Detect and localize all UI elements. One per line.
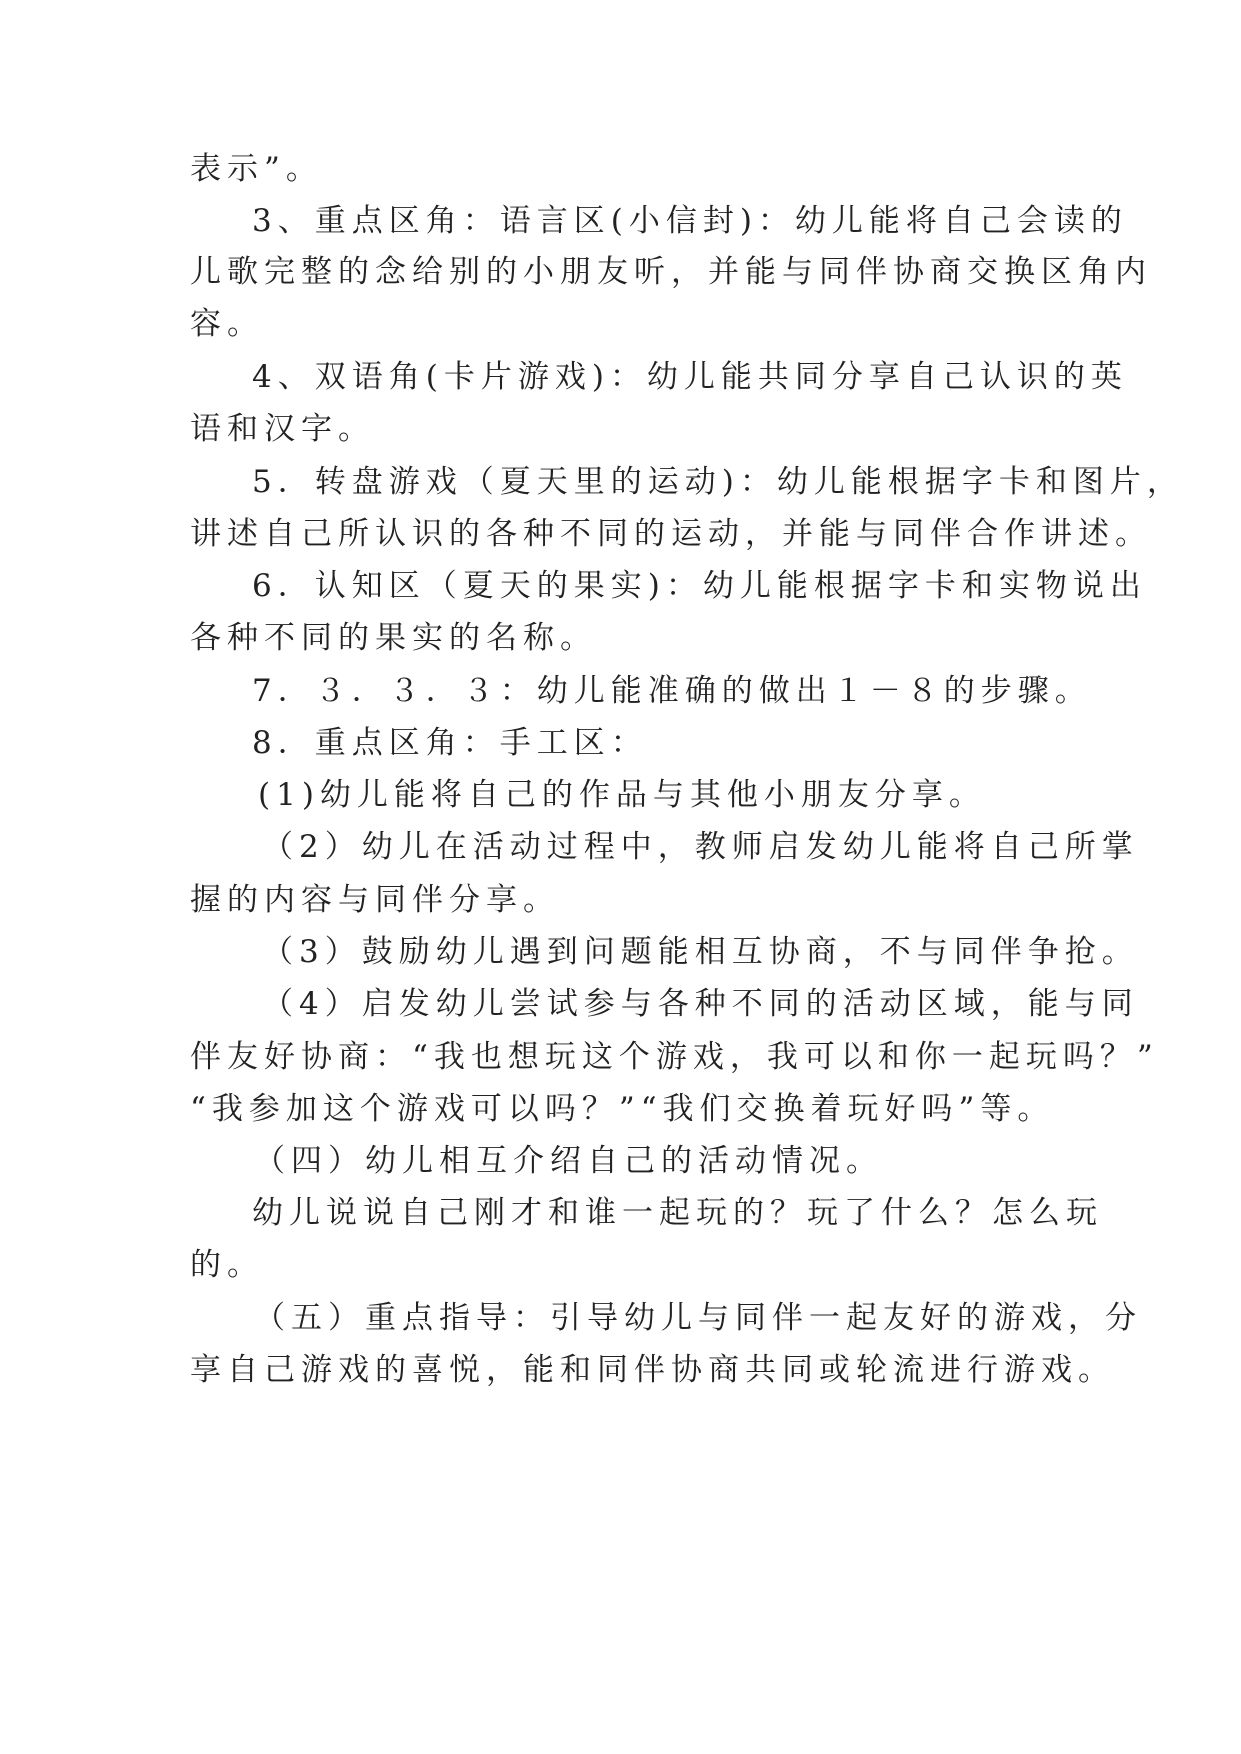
- text-line-3: 儿歌完整的念给别的小朋友听，并能与同伴协商交换区角内: [190, 254, 1152, 290]
- text-line-15: 握的内容与同伴分享。: [190, 882, 560, 918]
- text-line-14: （2）幼儿在活动过程中，教师启发幼儿能将自己所掌: [262, 829, 1139, 865]
- text-line-12: 8．重点区角：手工区：: [252, 725, 648, 761]
- text-line-20: （四）幼儿相互介绍自己的活动情况。: [254, 1143, 883, 1179]
- text-line-5: 4、双语角(卡片游戏)：幼儿能共同分享自己认识的英: [252, 359, 1128, 395]
- text-line-2: 3、重点区角：语言区(小信封)：幼儿能将自己会读的: [252, 203, 1128, 239]
- text-line-17: （4）启发幼儿尝试参与各种不同的活动区域，能与同: [262, 986, 1139, 1022]
- text-line-11: 7．３．３．３：幼儿能准确的做出１－８的步骤。: [252, 673, 1092, 709]
- text-line-7: 5．转盘游戏（夏天里的运动)：幼儿能根据字卡和图片，: [252, 464, 1184, 500]
- text-line-24: 享自己游戏的喜悦，能和同伴协商共同或轮流进行游戏。: [190, 1352, 1115, 1388]
- text-line-23: （五）重点指导：引导幼儿与同伴一起友好的游戏，分: [254, 1300, 1142, 1336]
- text-line-18: 伴友好协商：“我也想玩这个游戏，我可以和你一起玩吗？”: [190, 1039, 1159, 1075]
- text-line-19: “我参加这个游戏可以吗？”“我们交换着玩好吗”等。: [190, 1091, 1055, 1127]
- text-line-13: (1)幼儿能将自己的作品与其他小朋友分享。: [258, 777, 986, 813]
- text-line-22: 的。: [190, 1247, 264, 1283]
- text-line-21: 幼儿说说自己刚才和谁一起玩的？玩了什么？怎么玩: [252, 1195, 1103, 1231]
- text-line-10: 各种不同的果实的名称。: [190, 620, 597, 656]
- text-line-16: （3）鼓励幼儿遇到问题能相互协商，不与同伴争抢。: [262, 934, 1139, 970]
- text-line-1: 表示”。: [190, 151, 323, 187]
- text-line-9: 6．认知区（夏天的果实)：幼儿能根据字卡和实物说出: [252, 568, 1147, 604]
- text-line-4: 容。: [190, 306, 264, 342]
- text-line-6: 语和汉字。: [190, 411, 375, 447]
- text-line-8: 讲述自己所认识的各种不同的运动，并能与同伴合作讲述。: [190, 516, 1152, 552]
